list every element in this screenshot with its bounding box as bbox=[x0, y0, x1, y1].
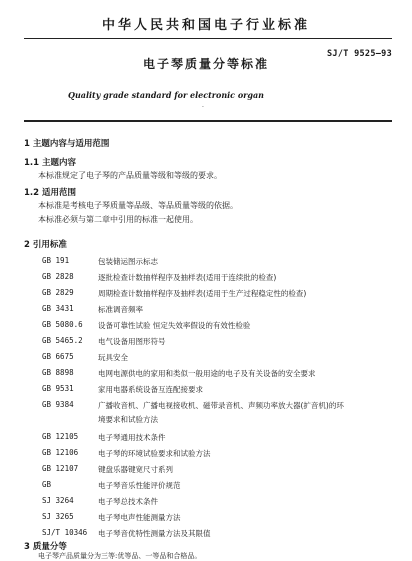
section-heading: 1.1 主题内容 bbox=[24, 158, 77, 168]
title-rule bbox=[24, 120, 392, 122]
document-title: 电子琴质量分等标准 bbox=[142, 57, 269, 71]
ref-code: GB 5465.2 bbox=[42, 336, 83, 345]
ref-code: GB 2828 bbox=[42, 272, 74, 281]
standard-code: SJ/T 9525—93 bbox=[326, 49, 392, 59]
section-text: 本标准规定了电子琴的产品质量等级和等级的要求。 bbox=[38, 171, 222, 180]
header-rule bbox=[24, 38, 392, 39]
ref-title: 玩具安全 bbox=[98, 353, 128, 362]
ref-code: GB 12105 bbox=[42, 432, 79, 441]
issuing-body: 中华人民共和国电子行业标准 bbox=[101, 18, 310, 33]
ref-code: GB 9384 bbox=[42, 400, 74, 409]
ref-title: 电子琴电声性能测量方法 bbox=[98, 513, 181, 522]
ref-code: GB 12107 bbox=[42, 464, 79, 473]
section-heading: 1.2 适用范围 bbox=[24, 188, 77, 198]
ref-title: 电网电源供电的家用和类似一般用途的电子及有关设备的安全要求 bbox=[98, 369, 316, 378]
ref-title: 电气设备用图形符号 bbox=[98, 337, 166, 346]
ref-code: GB bbox=[42, 480, 52, 489]
section-text: 电子琴产品质量分为三等:优等品、一等品和合格品。 bbox=[38, 552, 202, 560]
ref-title: 广播收音机、广播电视接收机、磁带录音机、声频功率放大器(扩音机)的环 bbox=[98, 401, 344, 410]
section-heading: 2 引用标准 bbox=[24, 240, 67, 250]
section-heading: 3 质量分等 bbox=[24, 542, 67, 552]
ref-title-continued: 境要求和试验方法 bbox=[98, 415, 158, 424]
ref-code: GB 6675 bbox=[42, 352, 74, 361]
ref-title: 包装储运图示标志 bbox=[98, 257, 158, 266]
ref-title: 电子琴通用技术条件 bbox=[98, 433, 166, 442]
ref-code: SJ/T 10346 bbox=[42, 528, 88, 537]
ref-title: 周期检查计数抽样程序及抽样表(适用于生产过程稳定性的检查) bbox=[98, 289, 307, 298]
ref-code: GB 9531 bbox=[42, 384, 74, 393]
ref-code: SJ 3265 bbox=[42, 512, 74, 521]
ref-title: 设备可靠性试验 恒定失效率假设的有效性检验 bbox=[98, 321, 251, 330]
ref-code: GB 2829 bbox=[42, 288, 74, 297]
ref-title: 键盘乐器键宽尺寸系列 bbox=[98, 465, 173, 474]
ref-code: GB 5080.6 bbox=[42, 320, 83, 329]
ref-code: SJ 3264 bbox=[42, 496, 74, 505]
section-text: 本标准是考核电子琴质量等品级、等品质量等级的依据。 bbox=[38, 201, 238, 210]
section-heading: 1 主题内容与适用范围 bbox=[24, 139, 110, 149]
ref-code: GB 12106 bbox=[42, 448, 79, 457]
ref-code: GB 8898 bbox=[42, 368, 74, 377]
ref-title: 逐批检查计数抽样程序及抽样表(适用于连续批的检查) bbox=[98, 273, 277, 282]
ref-title: 电子琴音优特性测量方法及其限值 bbox=[98, 529, 211, 538]
ref-title: 标准调音频率 bbox=[98, 305, 143, 314]
ref-title: 家用电器系统设备互连配接要求 bbox=[98, 385, 203, 394]
ref-code: GB 191 bbox=[42, 256, 70, 265]
dot-mark: · bbox=[202, 104, 204, 111]
ref-title: 电子琴的环境试验要求和试验方法 bbox=[98, 449, 211, 458]
section-text: 本标准必须与第二章中引用的标准一起使用。 bbox=[38, 215, 198, 224]
document-subtitle: Quality grade standard for electronic organ bbox=[68, 90, 264, 100]
ref-title: 电子琴总技术条件 bbox=[98, 497, 158, 506]
ref-code: GB 3431 bbox=[42, 304, 74, 313]
ref-title: 电子琴音乐性能评价规范 bbox=[98, 481, 181, 490]
